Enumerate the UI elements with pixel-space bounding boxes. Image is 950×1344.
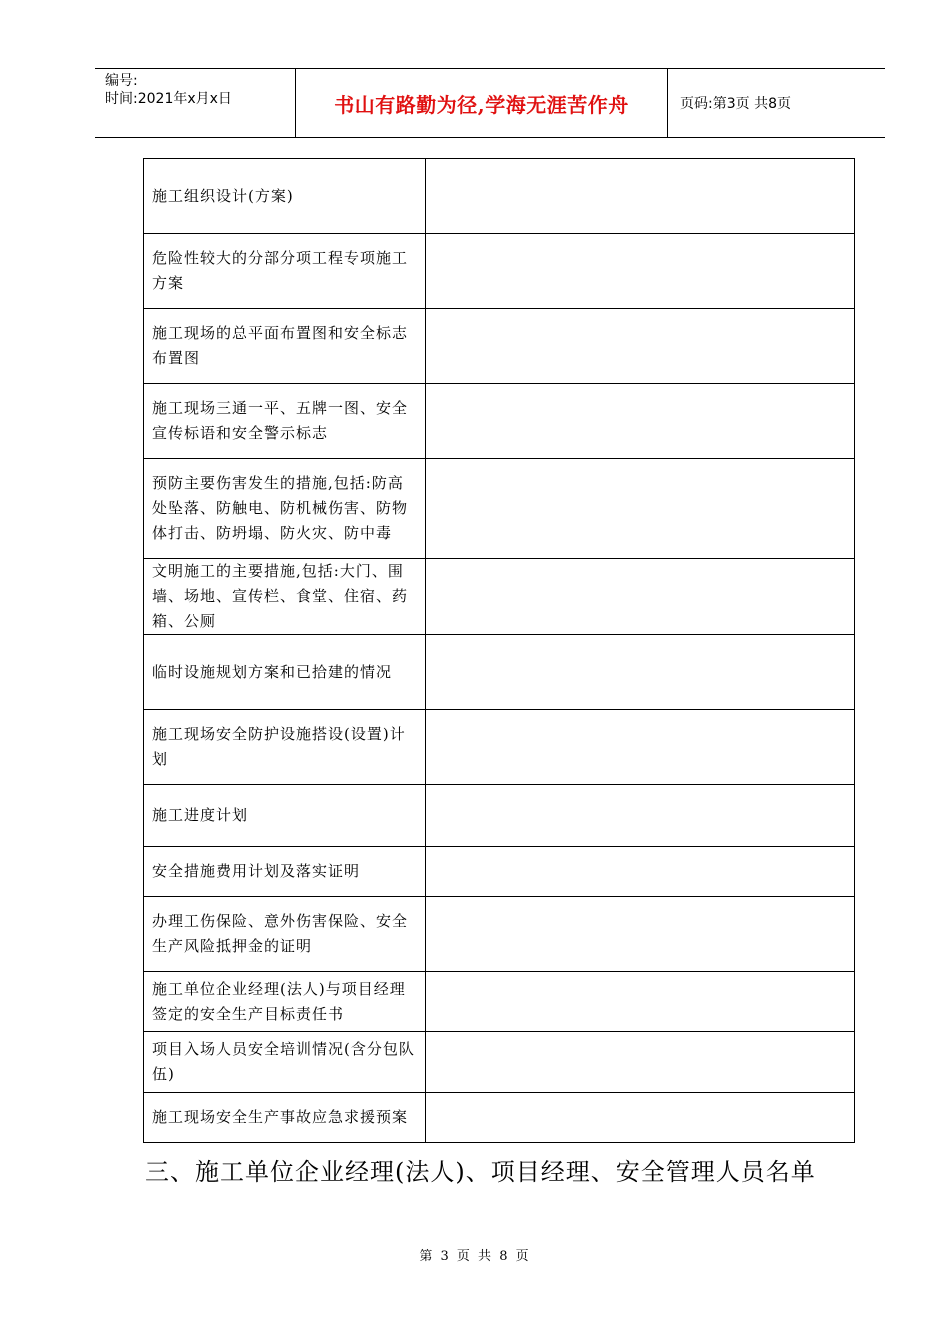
table-row — [144, 1093, 855, 1143]
item-table — [143, 158, 855, 1143]
row-value — [426, 1032, 855, 1093]
row-label: 施工单位企业经理(法人)与项目经理签定的安全生产目标责任书 — [144, 972, 426, 1032]
table-row — [144, 159, 855, 234]
page-footer: 第 3 页 共 8 页 — [419, 1249, 531, 1264]
page-header — [95, 68, 885, 138]
table-row — [144, 384, 855, 459]
row-value — [426, 1093, 855, 1143]
row-value — [426, 309, 855, 384]
row-label: 施工现场安全防护设施搭设(设置)计划 — [144, 710, 426, 785]
row-value — [426, 459, 855, 559]
row-value — [426, 234, 855, 309]
section-title: 三、施工单位企业经理(法人)、项目经理、安全管理人员名单 — [145, 1158, 816, 1186]
row-label: 办理工伤保险、意外伤害保险、安全生产风险抵押金的证明 — [144, 897, 426, 972]
table-row — [144, 1032, 855, 1093]
row-value — [426, 847, 855, 897]
row-label: 危险性较大的分部分项工程专项施工方案 — [144, 234, 426, 309]
table-row — [144, 972, 855, 1032]
motto-text: 书山有路勤为径,学海无涯苦作舟 — [334, 92, 629, 117]
table-row — [144, 459, 855, 559]
row-value — [426, 559, 855, 635]
table-row — [144, 710, 855, 785]
row-label: 项目入场人员安全培训情况(含分包队伍) — [144, 1032, 426, 1093]
table-row — [144, 847, 855, 897]
table-row — [144, 635, 855, 710]
page-code: 页码:第3页 共8页 — [680, 96, 791, 112]
row-value — [426, 159, 855, 234]
number-label: 编号: — [105, 73, 138, 89]
row-label: 安全措施费用计划及落实证明 — [144, 847, 426, 897]
table-row — [144, 785, 855, 847]
row-label: 施工现场的总平面布置图和安全标志布置图 — [144, 309, 426, 384]
row-value — [426, 635, 855, 710]
row-value — [426, 384, 855, 459]
row-label: 临时设施规划方案和已拾建的情况 — [144, 635, 426, 710]
header-motto — [296, 69, 668, 137]
row-label: 施工进度计划 — [144, 785, 426, 847]
row-label: 预防主要伤害发生的措施,包括:防高处坠落、防触电、防机械伤害、防物体打击、防坍塌、防火灾、防中毒 — [144, 459, 426, 559]
row-label: 施工现场安全生产事故应急求援预案 — [144, 1093, 426, 1143]
table-row — [144, 559, 855, 635]
row-label: 施工组织设计(方案) — [144, 159, 426, 234]
row-value — [426, 972, 855, 1032]
table-row — [144, 897, 855, 972]
row-label: 文明施工的主要措施,包括:大门、围墙、场地、宣传栏、食堂、住宿、药箱、公厕 — [144, 559, 426, 635]
row-value — [426, 710, 855, 785]
row-value — [426, 785, 855, 847]
row-value — [426, 897, 855, 972]
header-meta — [95, 69, 296, 137]
table-row — [144, 234, 855, 309]
table-row — [144, 309, 855, 384]
time-label: 时间:2021年x月x日 — [105, 91, 232, 107]
row-label: 施工现场三通一平、五牌一图、安全宣传标语和安全警示标志 — [144, 384, 426, 459]
